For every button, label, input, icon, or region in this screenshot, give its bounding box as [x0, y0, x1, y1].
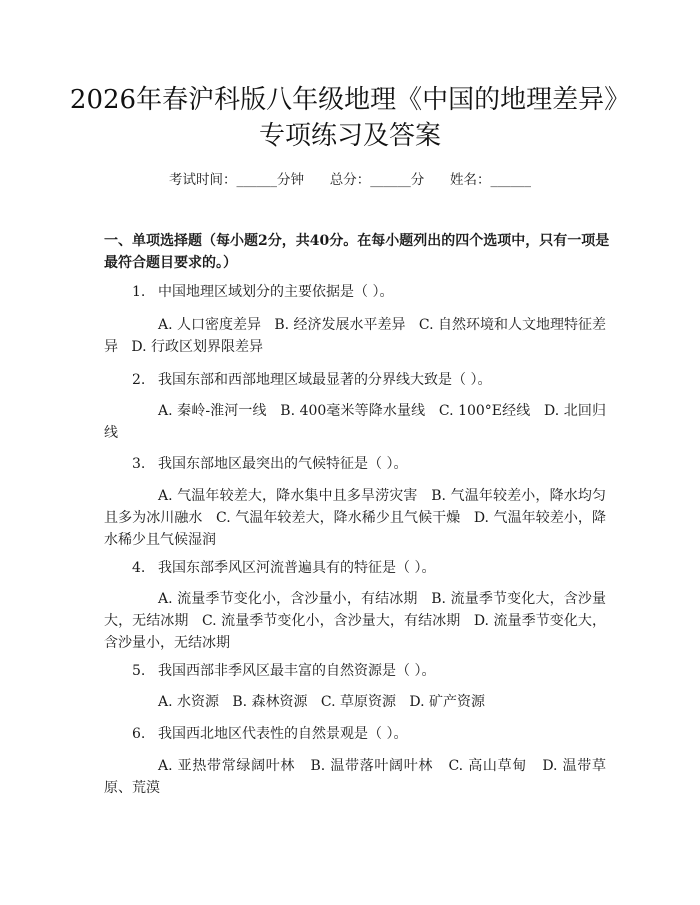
question-text: 我国西北地区代表性的自然景观是（ ）。	[158, 726, 408, 742]
question-options: A. 亚热带常绿阔叶林 B. 温带落叶阔叶林 C. 高山草甸 D. 温带草原、荒漠	[104, 758, 606, 796]
exam-info-line: 考试时间：______分钟 总分：______分 姓名：______	[169, 172, 531, 188]
question-stem	[132, 453, 612, 475]
question-number: 6.	[132, 726, 146, 742]
question-stem	[132, 723, 612, 745]
question-text: 我国东部和西部地理区域最显著的分界线大致是（ ）。	[158, 372, 492, 388]
question-options: A. 人口密度差异 B. 经济发展水平差异 C. 自然环境和人文地理特征差异 D. 行政区划界限差异	[104, 317, 607, 355]
section-heading: 一、单项选择题（每小题2分，共40分。在每小题列出的四个选项中，只有一项是最符合题目要求的。）	[104, 233, 610, 271]
question-text: 我国西部非季风区最丰富的自然资源是（ ）。	[158, 663, 436, 679]
page-title: 2026年春沪科版八年级地理《中国的地理差异》专项练习及答案	[69, 85, 631, 151]
question-stem	[132, 557, 612, 579]
question-options: A. 气温年较差大，降水集中且多旱涝灾害 B. 气温年较差小，降水均匀且多为冰川融水 C. 气温年较差大，降水稀少且气候干燥 D. 气温年较差小，降水稀少且气候湿润	[104, 488, 606, 548]
question-text: 中国地理区域划分的主要依据是（ ）。	[158, 284, 394, 300]
question-options: A. 水资源 B. 森林资源 C. 草原资源 D. 矿产资源	[158, 694, 485, 710]
question-options: A. 流量季节变化小，含沙量小，有结冰期 B. 流量季节变化大，含沙量大，无结冰期 C. 流量季节变化小，含沙量大，有结冰期 D. 流量季节变化大，含沙量小，无结冰期	[104, 591, 606, 651]
question-number: 3.	[132, 456, 146, 472]
question-text: 我国东部季风区河流普遍具有的特征是（ ）。	[158, 560, 436, 576]
question-number: 1.	[132, 284, 146, 300]
question-stem	[132, 369, 612, 391]
question-stem	[132, 660, 612, 682]
question-number: 4.	[132, 560, 146, 576]
question-number: 5.	[132, 663, 146, 679]
question-text: 我国东部地区最突出的气候特征是（ ）。	[158, 456, 408, 472]
question-number: 2.	[132, 372, 146, 388]
question-options: A. 秦岭-淮河一线 B. 400毫米等降水量线 C. 100°E经线 D. 北回归线	[104, 403, 606, 441]
question-stem	[132, 281, 612, 303]
